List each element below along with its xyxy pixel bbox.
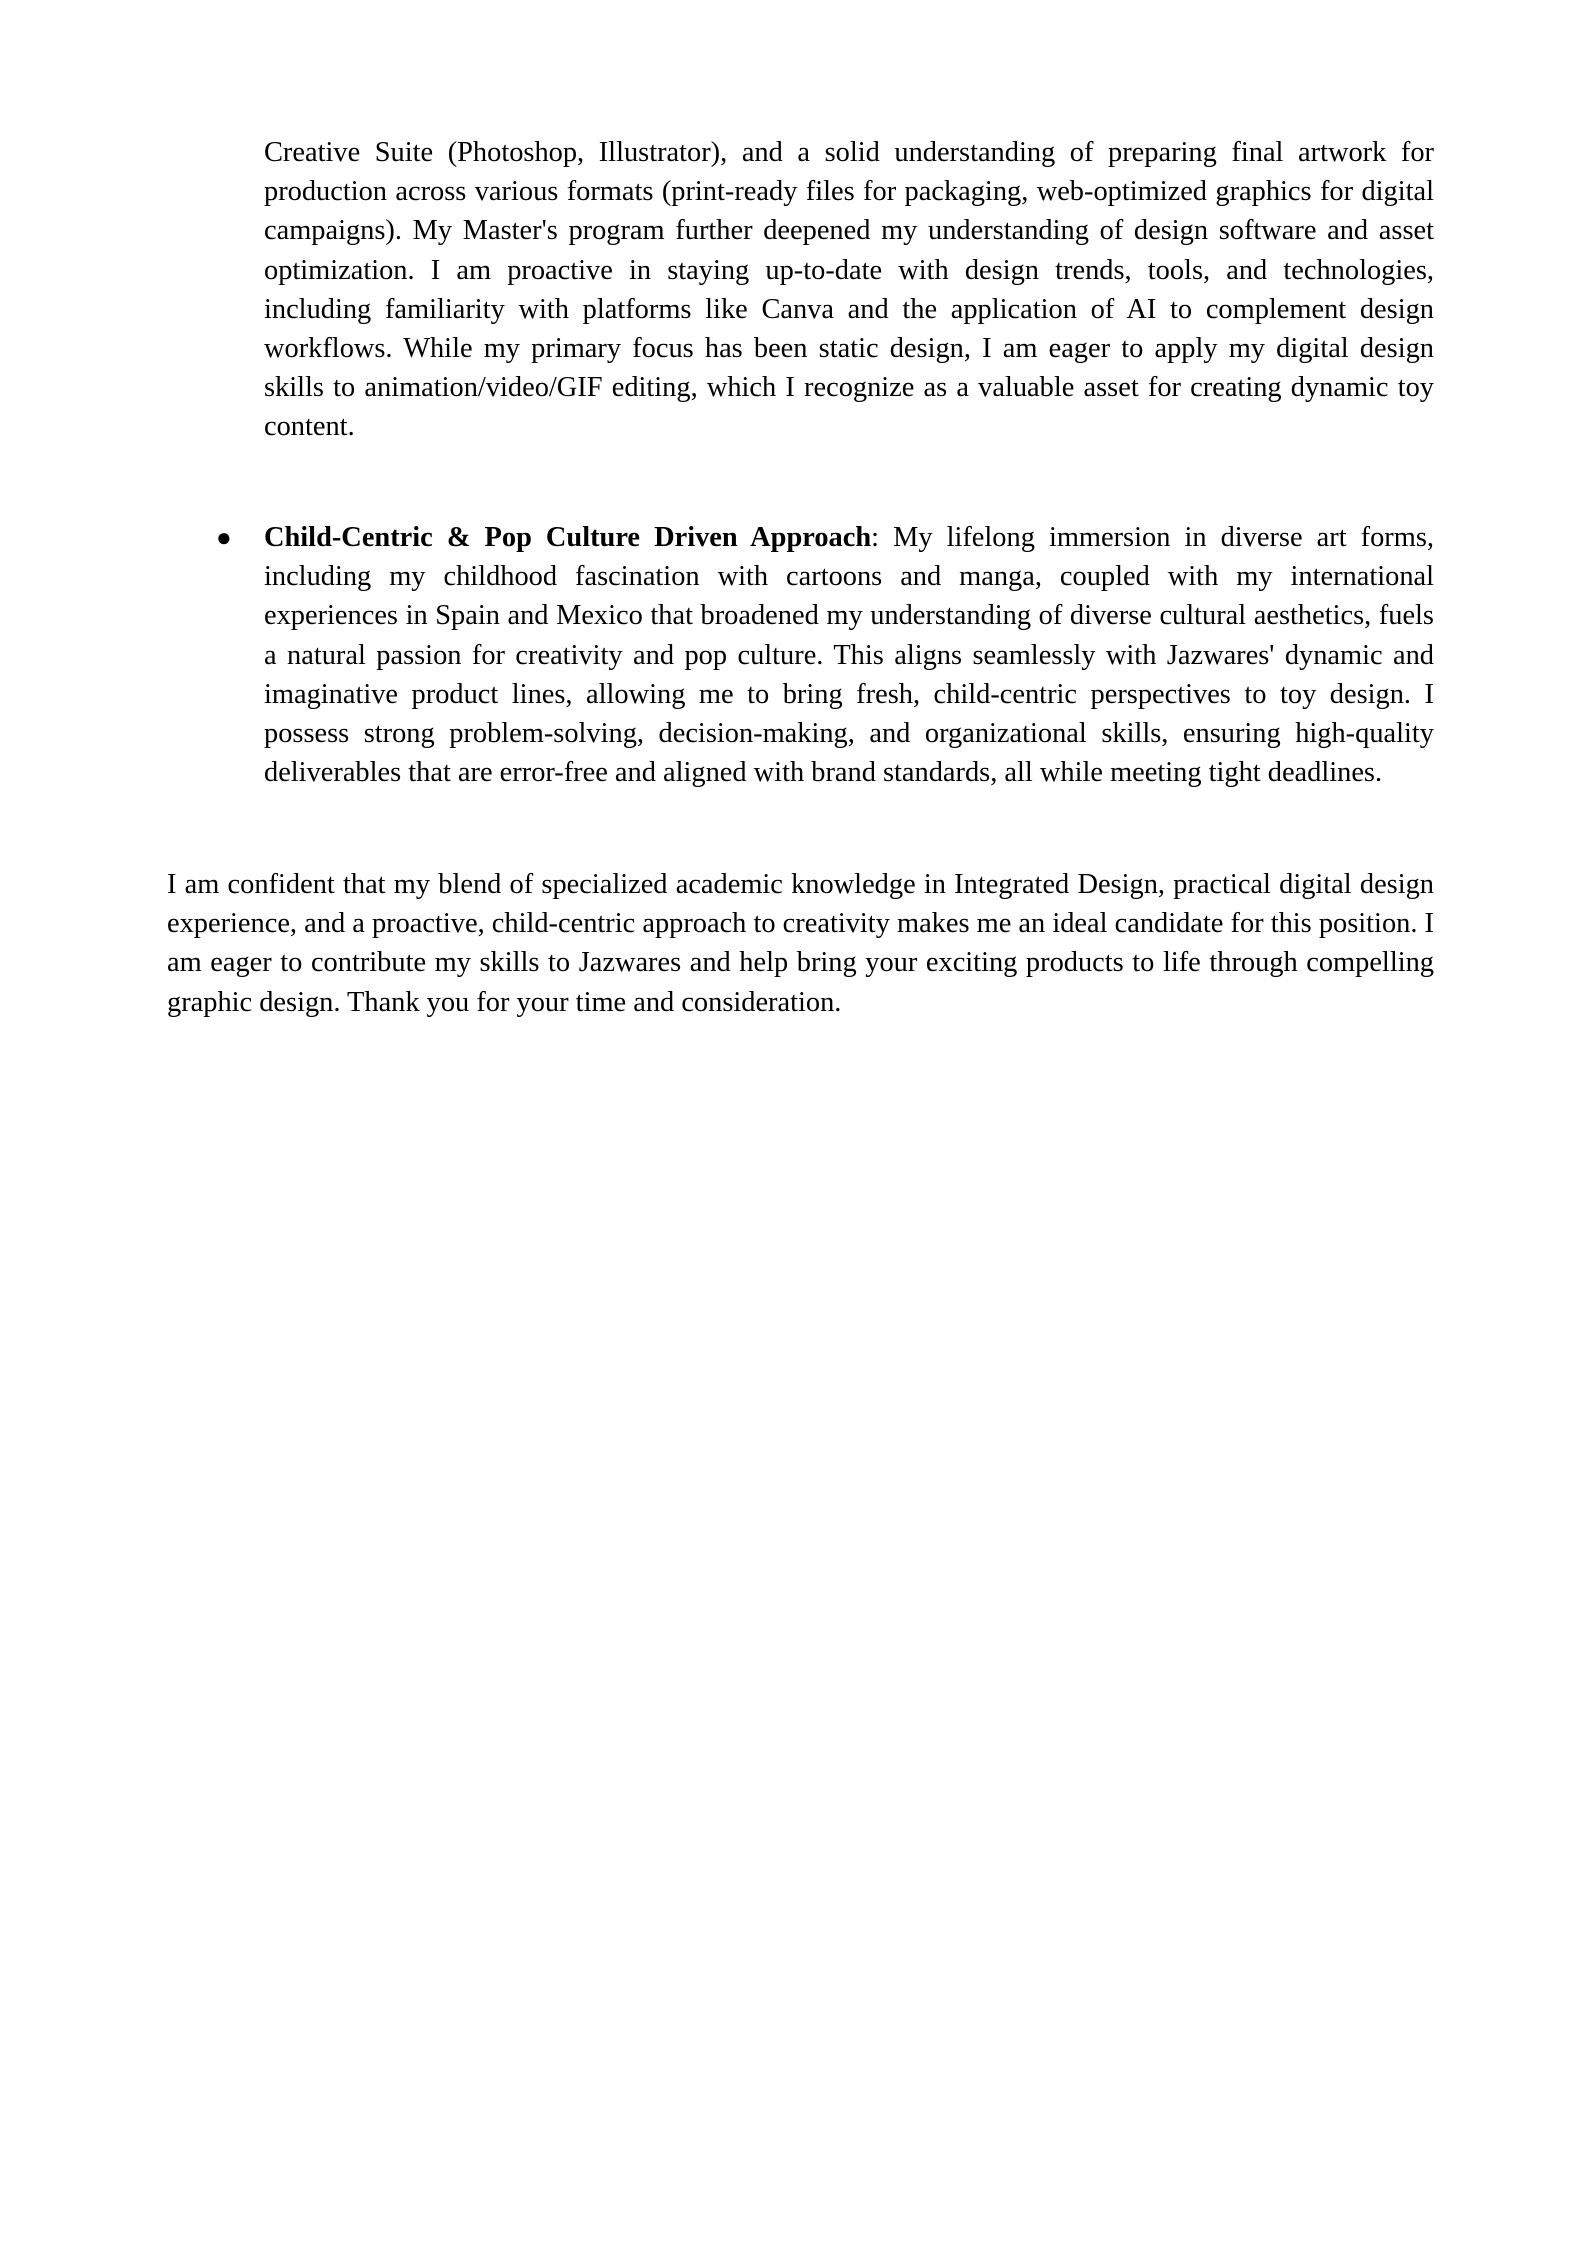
bullet-item-child-centric xyxy=(264,518,1434,792)
closing-paragraph: I am confident that my blend of specialized academic knowledge in Integrated Design, practical digital design experience, and a proactive, child-centric approach to creativity makes me an ideal candidate for this position. I am eager to contribute my skills to Jazwares and help bring your exciting products to life through compelling graphic design. Thank you for your time and consideration. xyxy=(167,869,1434,1018)
continuation-paragraph: Creative Suite (Photoshop, Illustrator), and a solid understanding of preparing final artwork for production across various formats (print-ready files for packaging, web-optimized graphics for digital campaigns). My Master's program further deepened my understanding of design software and asset optimization. I am proactive in staying up-to-date with design trends, tools, and technologies, including familiarity with platforms like Canva and the application of AI to complement design workflows. While my primary focus has been static design, I am eager to apply my digital design skills to animation/video/GIF editing, which I recognize as a valuable asset for creating dynamic toy content. xyxy=(264,137,1434,443)
bullet-body: My lifelong immersion in diverse art forms, including my childhood fascination with cartoons and manga, coupled with my international experiences in Spain and Mexico that broadened my understanding of diverse cultural aesthetics, fuels a natural passion for creativity and pop culture. This aligns seamlessly with Jazwares' dynamic and imaginative product lines, allowing me to bring fresh, child-centric perspectives to toy design. I possess strong problem-solving, decision-making, and organizational skills, ensuring high-quality deliverables that are error-free and aligned with brand standards, all while meeting tight deadlines. xyxy=(264,522,1434,789)
bullet-title: Child-Centric & Pop Culture Driven Approach xyxy=(264,522,872,553)
bullet-separator: : xyxy=(871,522,880,553)
bullet-marker: ● xyxy=(216,523,232,552)
